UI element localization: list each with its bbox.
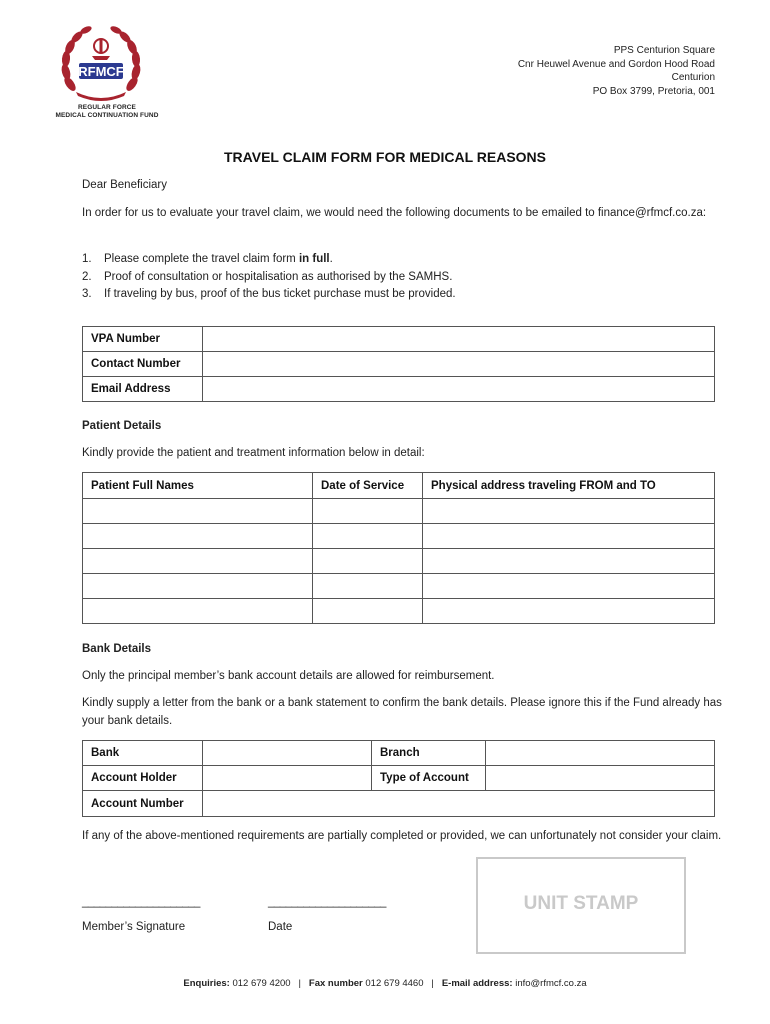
patient-name-cell[interactable] <box>83 574 313 599</box>
email-label: E-mail address: <box>441 978 513 989</box>
list-item: 1. Please complete the travel claim form in full. <box>82 253 333 265</box>
account-holder-field[interactable] <box>203 766 372 791</box>
date-cell[interactable] <box>313 524 423 549</box>
patient-name-cell[interactable] <box>83 599 313 624</box>
form-title: TRAVEL CLAIM FORM FOR MEDICAL REASONS <box>224 149 546 165</box>
address-cell[interactable] <box>423 549 715 574</box>
col-header-physical-address: Physical address traveling FROM and TO <box>423 473 715 499</box>
rfmcf-logo <box>48 24 166 120</box>
vpa-number-label: VPA Number <box>83 327 203 352</box>
patient-name-cell[interactable] <box>83 499 313 524</box>
patient-details-table <box>82 472 715 624</box>
enquiries-label: Enquiries: <box>183 978 230 989</box>
footer-contact <box>0 978 770 989</box>
table-row <box>83 599 715 624</box>
account-number-field[interactable] <box>203 791 715 817</box>
date-line[interactable]: ____________________ <box>268 896 386 908</box>
bank-label: Bank <box>83 741 203 766</box>
fax-label: Fax number <box>308 978 363 989</box>
branch-field[interactable] <box>486 741 715 766</box>
bank-details-heading: Bank Details <box>82 643 152 655</box>
address-line: Cnr Heuwel Avenue and Gordon Hood Road <box>517 58 715 70</box>
account-type-label: Type of Account <box>372 766 486 791</box>
account-holder-label: Account Holder <box>83 766 203 791</box>
member-signature-label: Member’s Signature <box>82 921 186 933</box>
fund-address <box>518 44 715 98</box>
contact-number-field[interactable] <box>203 352 715 377</box>
logo-caption: REGULAR FORCE MEDICAL CONTINUATION FUND <box>55 104 159 119</box>
address-line: PO Box 3799, Pretoria, 001 <box>592 85 715 97</box>
signature-line[interactable]: ____________________ <box>82 896 200 908</box>
logo-text: RFMCF <box>78 64 124 79</box>
address-cell[interactable] <box>423 524 715 549</box>
col-header-date-of-service: Date of Service <box>313 473 423 499</box>
email-address-field[interactable] <box>203 377 715 402</box>
table-row <box>83 549 715 574</box>
account-type-field[interactable] <box>486 766 715 791</box>
table-row <box>83 499 715 524</box>
warning-text: If any of the above-mentioned requirements are partially completed or provided, we can unfortunately not consider your claim. <box>82 830 722 842</box>
table-row <box>83 524 715 549</box>
date-cell[interactable] <box>313 499 423 524</box>
emblem-icon <box>92 39 110 60</box>
date-label: Date <box>268 921 293 933</box>
branch-label: Branch <box>372 741 486 766</box>
address-line: Centurion <box>671 72 715 83</box>
vpa-number-field[interactable] <box>203 327 715 352</box>
bank-note-principal: Only the principal member’s bank account details are allowed for reimbursement. <box>82 670 495 682</box>
address-line: PPS Centurion Square <box>613 45 715 56</box>
list-item: 2. Proof of consultation or hospitalisation as authorised by the SAMHS. <box>82 270 453 283</box>
address-cell[interactable] <box>423 599 715 624</box>
patient-name-cell[interactable] <box>83 524 313 549</box>
enquiries-value: 012 679 4200 | <box>229 978 309 989</box>
member-details-table <box>82 326 715 402</box>
date-cell[interactable] <box>313 599 423 624</box>
email-address-label: Email Address <box>83 377 203 402</box>
email-value: info@rfmcf.co.za <box>512 978 587 989</box>
requirements-list <box>82 251 456 304</box>
fax-value: 012 679 4460 | <box>362 978 442 989</box>
laurel-wreath-icon <box>56 24 146 104</box>
address-cell[interactable] <box>423 499 715 524</box>
bank-details-table <box>82 740 715 817</box>
col-header-patient-names: Patient Full Names <box>83 473 313 499</box>
patient-name-cell[interactable] <box>83 549 313 574</box>
bank-field[interactable] <box>203 741 372 766</box>
contact-number-label: Contact Number <box>83 352 203 377</box>
patient-instruction: Kindly provide the patient and treatment information below in detail: <box>82 447 425 459</box>
unit-stamp-label: UNIT STAMP <box>523 893 639 914</box>
intro-text: In order for us to evaluate your travel claim, we would need the following documents to be emailed to finance@rfmcf.co.za: <box>82 207 707 219</box>
date-cell[interactable] <box>313 574 423 599</box>
list-item: 3. If traveling by bus, proof of the bus ticket purchase must be provided. <box>82 288 456 300</box>
bank-note-letter: Kindly supply a letter from the bank or a bank statement to confirm the bank details. Please ignore this if the Fund already has your bank details. <box>82 697 722 727</box>
date-cell[interactable] <box>313 549 423 574</box>
greeting: Dear Beneficiary <box>82 179 168 191</box>
patient-details-heading: Patient Details <box>82 420 162 432</box>
address-cell[interactable] <box>423 574 715 599</box>
unit-stamp-box <box>476 857 686 954</box>
table-row <box>83 574 715 599</box>
account-number-label: Account Number <box>83 791 203 817</box>
